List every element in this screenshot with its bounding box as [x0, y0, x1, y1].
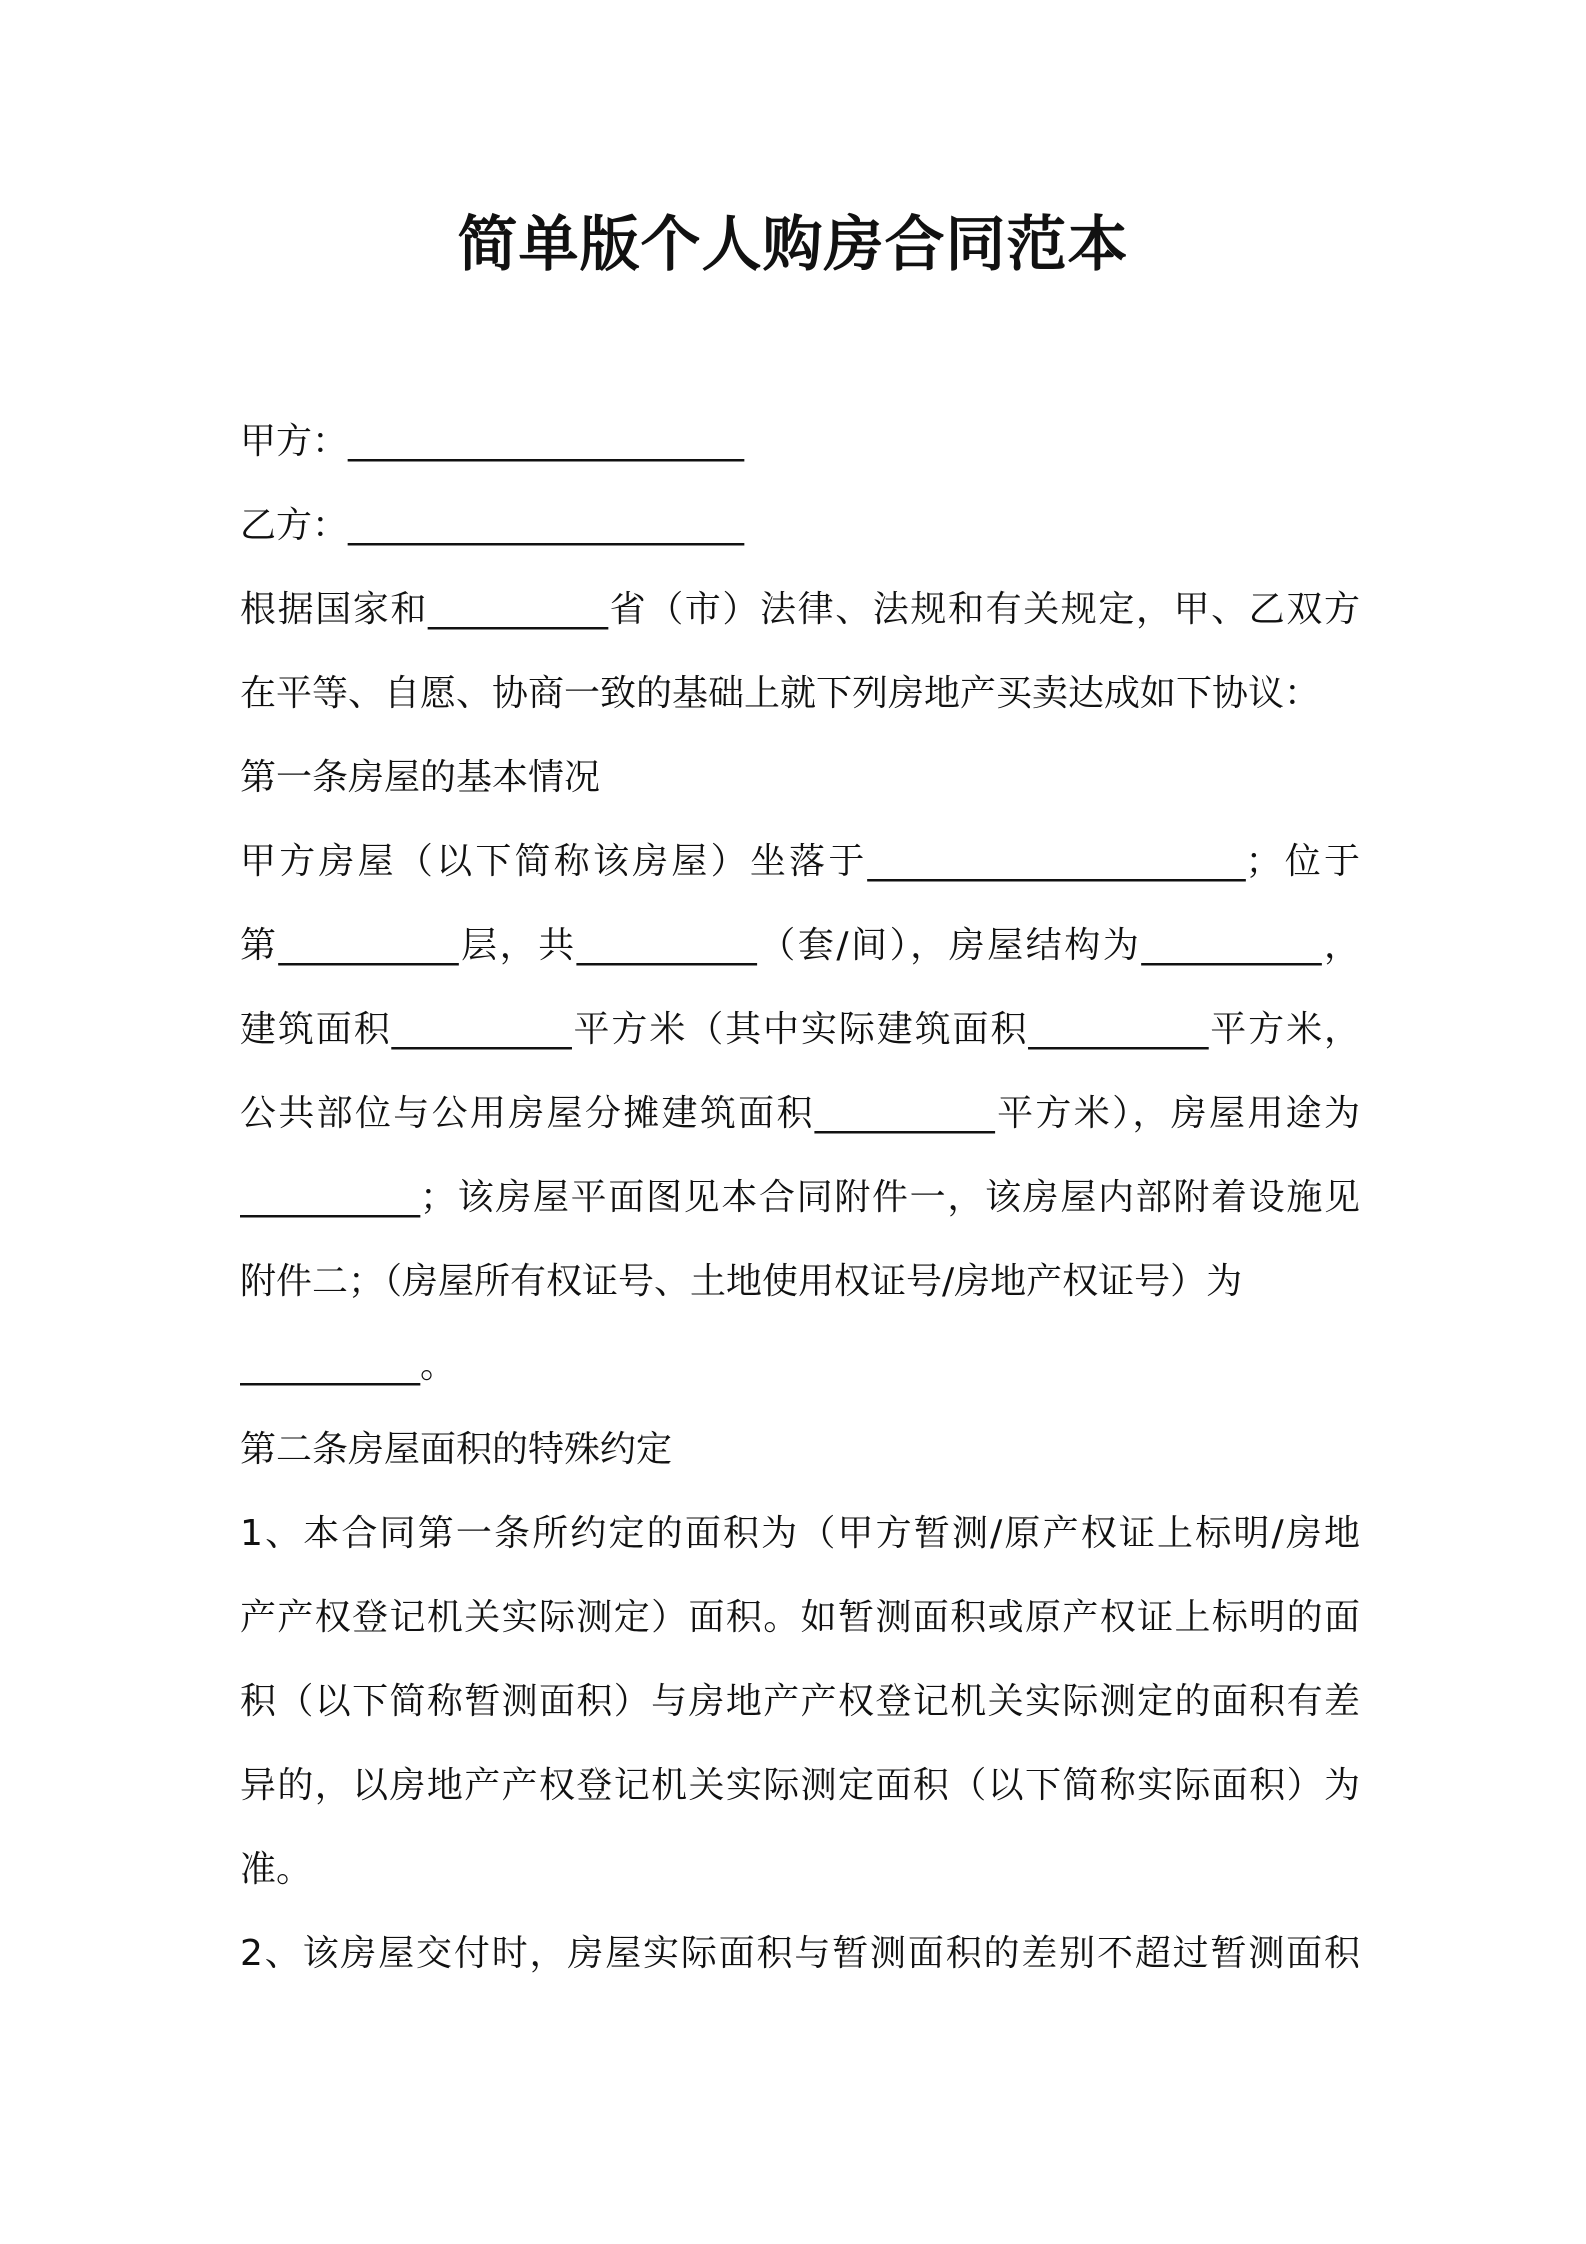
- document-title: 简单版个人购房合同范本: [457, 210, 1129, 280]
- paragraph-line: 建筑面积__________平方米（其中实际建筑面积__________平方米，: [240, 1009, 1360, 1050]
- paragraph-line: 1、本合同第一条所约定的面积为（甲方暂测/原产权证上标明/房地: [240, 1513, 1360, 1554]
- paragraph-line: 准。: [240, 1849, 313, 1890]
- paragraph-line: 产产权登记机关实际测定）面积。如暂测面积或原产权证上标明的面: [240, 1597, 1360, 1638]
- paragraph-line: 第__________层，共__________（套/间），房屋结构为__________，: [240, 925, 1360, 966]
- section-heading: 第一条房屋的基本情况: [240, 757, 601, 798]
- paragraph-line: 甲方房屋（以下简称该房屋）坐落于_____________________；位于: [240, 841, 1360, 882]
- paragraph-line: 在平等、自愿、协商一致的基础上就下列房地产买卖达成如下协议：: [240, 673, 1321, 714]
- section-heading: 第二条房屋面积的特殊约定: [240, 1429, 673, 1470]
- paragraph-line: 根据国家和__________省（市）法律、法规和有关规定，甲、乙双方: [240, 589, 1360, 630]
- paragraph-line: 公共部位与公用房屋分摊建筑面积__________平方米），房屋用途为: [240, 1093, 1360, 1134]
- paragraph-line: __________。: [240, 1345, 457, 1386]
- paragraph-line: 附件二；（房屋所有权证号、土地使用权证号/房地产权证号）为: [240, 1261, 1243, 1302]
- paragraph-line: __________；该房屋平面图见本合同附件一，该房屋内部附着设施见: [240, 1177, 1360, 1218]
- paragraph-line: 2、该房屋交付时，房屋实际面积与暂测面积的差别不超过暂测面积: [240, 1933, 1360, 1974]
- paragraph-line: 积（以下简称暂测面积）与房地产产权登记机关实际测定的面积有差: [240, 1681, 1360, 1722]
- document-body: [240, 400, 1360, 1996]
- party-b-line: 乙方：______________________: [240, 505, 745, 546]
- paragraph-line: 异的，以房地产产权登记机关实际测定面积（以下简称实际面积）为: [240, 1765, 1360, 1806]
- party-a-line: 甲方：______________________: [240, 421, 745, 462]
